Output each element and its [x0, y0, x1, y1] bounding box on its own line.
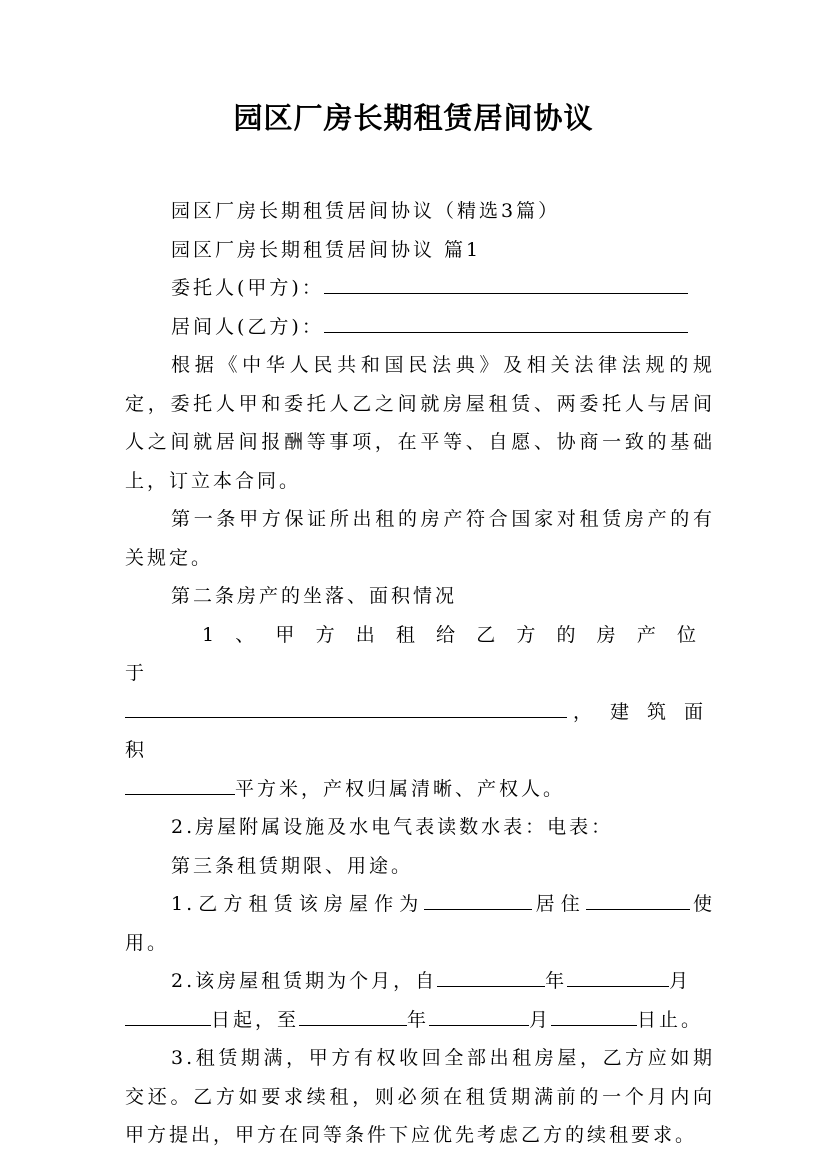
- end-day-label: 日止。: [637, 1008, 704, 1031]
- area-label: ，建筑面积: [125, 700, 715, 761]
- start-year-blank: [437, 967, 545, 987]
- article-1: 第一条甲方保证所出租的房产符合国家对租赁房产的有关规定。: [125, 508, 715, 569]
- party-a-label: 委托人(甲方)：: [171, 277, 324, 299]
- start-month-blank: [567, 967, 669, 987]
- use-blank-2: [586, 890, 690, 910]
- party-b-blank: [324, 313, 688, 333]
- article-2-item-1-line-2: [125, 693, 715, 770]
- end-year-blank: [299, 1006, 407, 1026]
- use-middle: 居住: [532, 893, 586, 915]
- end-month-blank: [429, 1006, 529, 1026]
- start-day-label: 日起，至: [211, 1008, 300, 1031]
- article-2-item-1-line-3: [125, 770, 715, 809]
- document-title: 园区厂房长期租赁居间协议: [233, 101, 594, 135]
- term-prefix: 2.该房屋租赁期为个月，自: [171, 970, 438, 992]
- area-blank: [125, 775, 235, 795]
- start-day-blank: [125, 1006, 211, 1026]
- use-blank: [424, 890, 532, 910]
- section-heading: 园区厂房长期租赁居间协议 篇1: [171, 238, 482, 261]
- area-unit-text: 平方米，产权归属清晰、产权人。: [235, 777, 566, 800]
- article-3-item-1: [125, 885, 715, 962]
- article-2-heading: 第二条房产的坐落、面积情况: [171, 585, 458, 607]
- article-2-item-2: 2.房屋附属设施及水电气表读数水表：电表：: [171, 816, 614, 838]
- use-suffix: 使用。: [125, 893, 715, 954]
- article-3-item-3: 3.租赁期满，甲方有权收回全部出租房屋，乙方应如期交还。乙方如要求续租，则必须在租赁期满前的一个月内向甲方提出，甲方在同等条件下应优先考虑乙方的续租要求。: [125, 1047, 715, 1146]
- end-day-blank: [551, 1006, 637, 1026]
- document-body: [125, 192, 715, 1155]
- article-3-item-2-line-2: [125, 1001, 715, 1040]
- article-3-item-2-line-1: [125, 962, 715, 1001]
- use-prefix: 1.乙方租赁该房屋作为: [171, 893, 425, 915]
- party-b-label: 居间人(乙方)：: [171, 315, 324, 338]
- end-month-label: 月: [529, 1008, 552, 1031]
- start-month-label: 月: [669, 970, 692, 992]
- document-subtitle: 园区厂房长期租赁居间协议（精选3篇）: [171, 200, 561, 222]
- party-b-line: [125, 308, 715, 347]
- end-year-label: 年: [407, 1008, 430, 1031]
- intro-paragraph: 根据《中华人民共和国民法典》及相关法律法规的规定，委托人甲和委托人乙之间就房屋租赁、两委托人与居间人之间就居间报酬等事项，在平等、自愿、协商一致的基础上，订立本合同。: [125, 354, 715, 492]
- start-year-label: 年: [545, 970, 568, 992]
- article-3-heading: 第三条租赁期限、用途。: [171, 854, 414, 877]
- article-2-item-1-line-1: 1、甲方出租给乙方的房产位于: [125, 623, 715, 684]
- party-a-blank: [324, 274, 688, 294]
- party-a-line: [125, 269, 715, 308]
- location-blank: [125, 698, 567, 718]
